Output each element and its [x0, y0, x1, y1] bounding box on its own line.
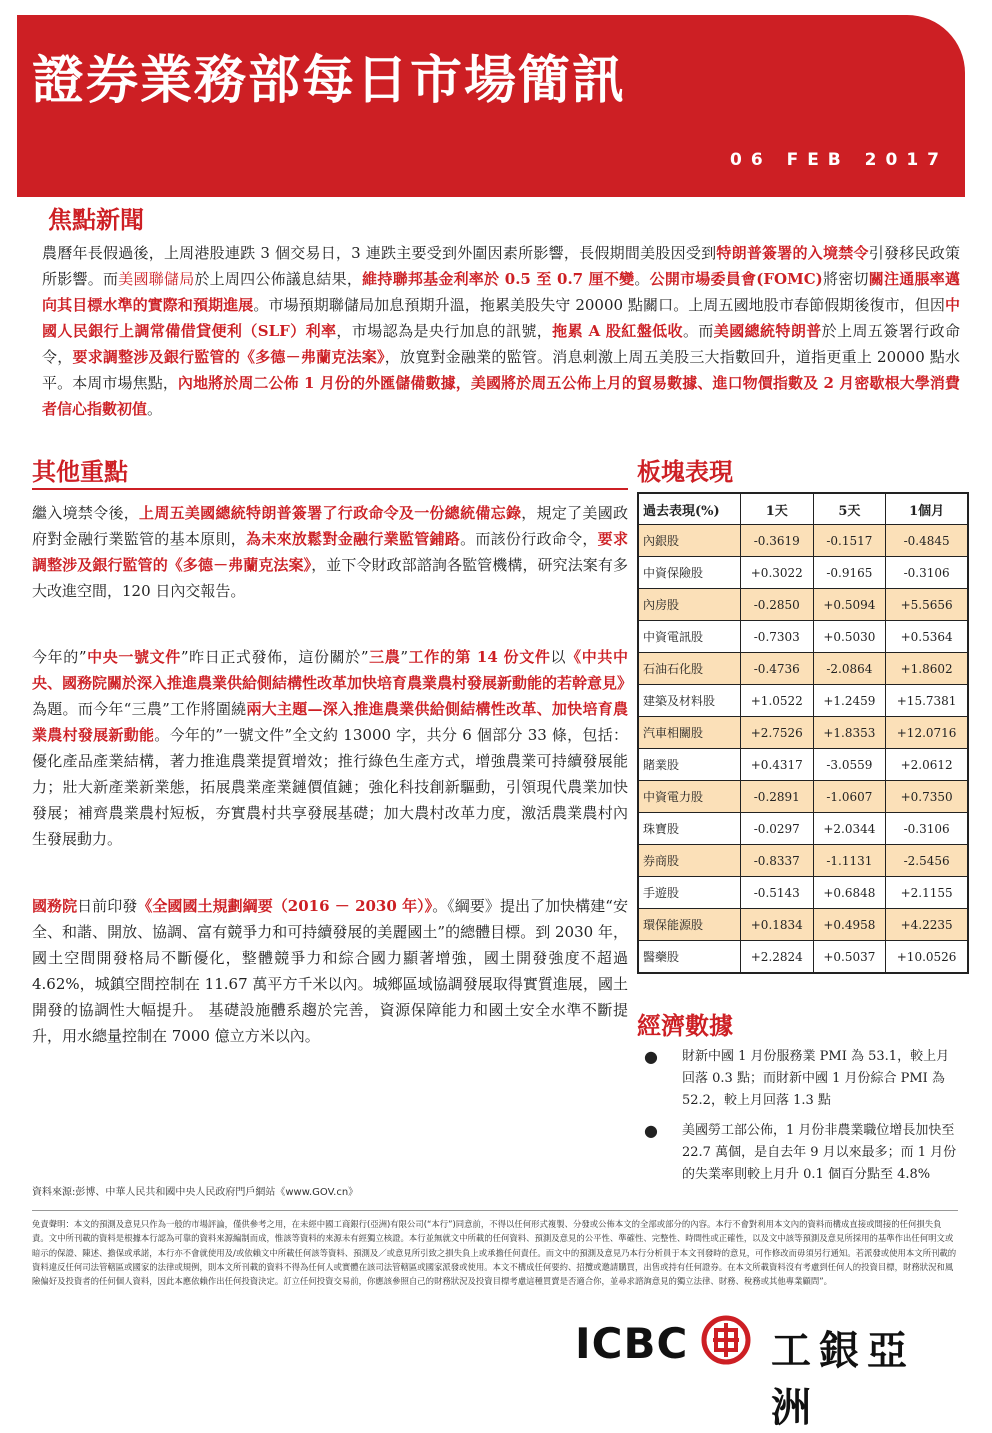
body-text: 繼入境禁令後， — [32, 504, 140, 522]
body-text: 。 — [634, 270, 650, 288]
change-1d-cell: +0.1834 — [740, 909, 813, 941]
change-1m-cell: -0.4845 — [886, 525, 968, 557]
bullet-icon: ● — [644, 1121, 658, 1140]
highlight-text: 國務院 — [32, 897, 78, 915]
sector-name-cell: 中資電訊股 — [638, 621, 740, 653]
others-paragraph-1 — [32, 500, 628, 604]
highlight-text: 上周五美國總統特朗普簽署了行政命令及一份總統備忘錄 — [139, 504, 522, 522]
highlight-text: 中央一號文件 — [86, 648, 181, 666]
column-header: 1天 — [740, 493, 813, 525]
sectors-heading: 板塊表現 — [637, 458, 733, 486]
body-text: 。 — [147, 400, 163, 418]
body-text: 。而 — [682, 322, 714, 340]
change-5d-cell: -2.0864 — [813, 653, 886, 685]
table-row — [638, 685, 968, 717]
body-text: 以 — [550, 648, 567, 666]
body-text: 將密切 — [822, 270, 869, 288]
bullet-icon: ● — [644, 1047, 658, 1066]
sector-name-cell: 中資電力股 — [638, 781, 740, 813]
highlight-text: 要求調整涉及銀行監管的《多德－弗蘭克法案》 — [32, 530, 628, 574]
others-heading: 其他重點 — [32, 458, 128, 486]
change-1m-cell: +0.7350 — [886, 781, 968, 813]
body-text: 。市場預期聯儲局加息預期升溫，拖累美股失守 20000 點關口。上周五國地股市春節假期後復市，但因 — [253, 296, 945, 314]
column-header: 過去表現(%) — [638, 493, 740, 525]
change-1m-cell: +5.5656 — [886, 589, 968, 621]
icbc-logo — [575, 1315, 960, 1431]
change-5d-cell: +1.8353 — [813, 717, 886, 749]
highlight-text: 公開市場委員會(FOMC) — [649, 270, 823, 288]
body-text: 於上周四公佈議息結果， — [194, 270, 363, 288]
change-1m-cell: -2.5456 — [886, 845, 968, 877]
change-5d-cell: -3.0559 — [813, 749, 886, 781]
highlight-text: 要求調整涉及銀行監管的《多德－弗蘭克法案》 — [72, 348, 385, 366]
change-1d-cell: +0.3022 — [740, 557, 813, 589]
table-row — [638, 557, 968, 589]
list-item — [640, 1046, 958, 1112]
highlight-text: 拖累 A 股紅盤低收 — [552, 322, 683, 340]
highlight-text: 特朗普簽署的入境禁令 — [716, 244, 869, 262]
others-paragraph-3 — [32, 893, 628, 1049]
highlight-text: 兩大主題—深入推進農業供給側結構性改革、加快培育農業農村發展新動能 — [32, 700, 628, 744]
table-row — [638, 845, 968, 877]
highlight-text: 工作的第 14 份文件 — [408, 648, 551, 666]
page-title: 證券業務部每日市場簡訊 — [32, 51, 627, 111]
change-1m-cell: -0.3106 — [886, 557, 968, 589]
table-row — [638, 589, 968, 621]
body-text: 。而該份行政命令， — [460, 530, 598, 548]
sector-name-cell: 石油石化股 — [638, 653, 740, 685]
table-row — [638, 941, 968, 974]
others-divider — [32, 488, 628, 490]
change-1d-cell: -0.3619 — [740, 525, 813, 557]
change-1m-cell: +12.0716 — [886, 717, 968, 749]
change-5d-cell: +2.0344 — [813, 813, 886, 845]
change-5d-cell: -0.9165 — [813, 557, 886, 589]
icbc-seal-icon — [701, 1315, 751, 1365]
footer-divider — [32, 1210, 958, 1211]
body-text: 為題。而今年“三農”工作將圍繞 — [32, 700, 247, 718]
highlight-text: 美國聯儲局 — [118, 270, 195, 288]
table-row — [638, 653, 968, 685]
change-1d-cell: -0.7303 — [740, 621, 813, 653]
change-5d-cell: +0.5037 — [813, 941, 886, 974]
list-item — [640, 1120, 958, 1186]
change-1d-cell: +0.4317 — [740, 749, 813, 781]
highlight-text: 維持聯邦基金利率於 0.5 至 0.7 厘不變 — [362, 270, 635, 288]
change-1d-cell: +1.0522 — [740, 685, 813, 717]
sector-name-cell: 汽車相關股 — [638, 717, 740, 749]
highlight-text: 為未來放鬆對金融行業監管鋪路 — [246, 530, 461, 548]
highlight-text: 內地將於周二公佈 1 月份的外匯儲備數據，美國將於周五公佈上月的貿易數據、進口物價指數及 2 月密歇根大學消費者信心指數初值 — [42, 374, 960, 418]
change-1d-cell: +2.7526 — [740, 717, 813, 749]
change-5d-cell: -0.1517 — [813, 525, 886, 557]
change-1m-cell: +10.0526 — [886, 941, 968, 974]
change-1m-cell: +4.2235 — [886, 909, 968, 941]
body-text: ，規定了美國政府對金融行業監管的基本原則， — [32, 504, 628, 548]
disclaimer: 免責聲明：本文的預測及意見只作為一般的市場評論，僅供參考之用，在未經中國工商銀行(亞洲)有限公司(“本行”)同意前，不得以任何形式複製、分發或公佈本文的全部或部分的內容。本行不會對利用本文內的資料而構成直接或間接的任何損失負責。文中所刊載的資料是根據本行認為可靠的資料來源編制而成，惟該等資料的來源未有經獨立核證。本行並無就文中所載的任何資料、預測及意見的公平性、準確性、完整性、時間性或正確性，以及文中該等預測及意見所採用的基準作出任何明文或暗示的保證、陳述、擔保或承諾，本行亦不會就使用及/或依賴文中所載任何該等資料、預測及／或意見所引致之損失負上或承擔任何責任。而文中的預測及意見乃本行分析員于本文刊發時的意見，可作修改而毋須另行通知。若派發或使用本文所刊載的資料違反任何司法管轄區或國家的法律或規例，則本文所刊載的資料不得為任何人或實體在該司法管轄區或國家派發或使用。本文不構成任何要約、招攬或邀請購買，出售或持有任何證券。在本文所載資料沒有考慮到任何人的投資目標，財務狀況和風險偏好及投資者的任何個人資料，因此本應依賴作出任何投資決定。訂立任何投資交易前，你應該參照自己的財務狀況及投資目標考慮這種買賣是否適合你，並尋求諮詢意見的獨立法律、財務、稅務或其他專業顧問”。 — [32, 1219, 957, 1287]
sector-name-cell: 內房股 — [638, 589, 740, 621]
change-5d-cell: +1.2459 — [813, 685, 886, 717]
table-row — [638, 717, 968, 749]
logo-text-cn: 工銀亞洲 — [771, 1328, 915, 1431]
change-5d-cell: +0.5030 — [813, 621, 886, 653]
body-text: ，放寬對金融業的監管。消息刺激上周五美股三大指數回升，道指更重上 20000 點水平。本周市場焦點， — [42, 348, 960, 392]
others-paragraph-2 — [32, 644, 633, 852]
table-header-row — [638, 493, 968, 525]
change-1m-cell: +0.5364 — [886, 621, 968, 653]
source-note: 資料來源:彭博、中華人民共和國中央人民政府門戶網站《www.GOV.cn》 — [32, 1187, 359, 1198]
body-text: ，並下令財政部諮詢各監管機構，研究法案有多大改進空間，120 日內交報告。 — [32, 556, 628, 600]
highlight-text: 關注通脹率邁向其目標水準的實際和預期進展 — [42, 270, 960, 314]
sector-name-cell: 賭業股 — [638, 749, 740, 781]
body-text: 於上周五簽署行政命令， — [42, 322, 960, 366]
table-row — [638, 909, 968, 941]
change-1d-cell: -0.5143 — [740, 877, 813, 909]
table-row — [638, 877, 968, 909]
change-1d-cell: +2.2824 — [740, 941, 813, 974]
highlight-text: 《中共中央、國務院關於深入推進農業供給側結構性改革加快培育農業農村發展新動能的若幹意見》 — [32, 648, 633, 692]
change-1m-cell: -0.3106 — [886, 813, 968, 845]
sector-name-cell: 醫藥股 — [638, 941, 740, 974]
change-1d-cell: -0.0297 — [740, 813, 813, 845]
economic-heading: 經濟數據 — [637, 1012, 733, 1040]
highlight-text: 美國總統特朗普 — [713, 322, 822, 340]
economic-item-text: 美國勞工部公佈，1 月份非農業職位增長加快至 22.7 萬個，是自去年 9 月以來最多；而 1 月份的失業率則較上月升 0.1 個百分點至 4.8% — [682, 1123, 957, 1182]
sector-name-cell: 珠寶股 — [638, 813, 740, 845]
report-date: 06 FEB 2017 — [730, 150, 948, 170]
change-5d-cell: +0.6848 — [813, 877, 886, 909]
change-1m-cell: +15.7381 — [886, 685, 968, 717]
focus-heading: 焦點新聞 — [48, 206, 144, 234]
sector-name-cell: 內銀股 — [638, 525, 740, 557]
sector-name-cell: 環保能源股 — [638, 909, 740, 941]
change-1m-cell: +1.8602 — [886, 653, 968, 685]
column-header: 5天 — [813, 493, 886, 525]
body-text: 今年的” — [32, 648, 87, 666]
change-5d-cell: -1.0607 — [813, 781, 886, 813]
table-row — [638, 749, 968, 781]
change-1m-cell: +2.1155 — [886, 877, 968, 909]
economic-item-text: 財新中國 1 月份服務業 PMI 為 53.1，較上月回落 0.3 點；而財新中國 1 月份綜合 PMI 為 52.2，較上月回落 1.3 點 — [682, 1049, 950, 1108]
economic-data-list — [640, 1046, 958, 1194]
body-text: 農曆年長假過後，上周港股連跌 3 個交易日，3 連跌主要受到外圍因素所影響，長假期間美股因受到 — [42, 244, 717, 262]
sector-name-cell: 中資保險股 — [638, 557, 740, 589]
body-text: 。《綱要》提出了加快構建“安全、和諧、開放、協調、富有競爭力和可持續發展的美麗國土”的總體目標。到 2030 年，國土空間開發格局不斷優化，整體競爭力和綜合國力顯著增強，國土開發強度不超過 4.62%，城鎮空間控制在 11.67 萬平方千米以內。城鄉區域協調發展取得實質進展，國土開發的協調性大幅提升。 基礎設施體系趨於完善，資源保障能力和國土安全水準不斷提升，用水總量控制在 7000 億立方米以內。 — [32, 897, 628, 1045]
change-1d-cell: -0.4736 — [740, 653, 813, 685]
change-5d-cell: +0.5094 — [813, 589, 886, 621]
logo-text-en: ICBC — [575, 1319, 689, 1368]
body-text: 引發移民政策所影響。而 — [42, 244, 960, 288]
table-row — [638, 781, 968, 813]
change-1d-cell: -0.2850 — [740, 589, 813, 621]
body-text: ，市場認為是央行加息的訊號， — [336, 322, 553, 340]
change-5d-cell: -1.1131 — [813, 845, 886, 877]
change-5d-cell: +0.4958 — [813, 909, 886, 941]
body-text: 日前印發 — [77, 897, 138, 915]
change-1d-cell: -0.8337 — [740, 845, 813, 877]
sector-name-cell: 建築及材料股 — [638, 685, 740, 717]
change-1m-cell: +2.0612 — [886, 749, 968, 781]
change-1d-cell: -0.2891 — [740, 781, 813, 813]
sector-name-cell: 券商股 — [638, 845, 740, 877]
highlight-text: 《全國國土規劃綱要（2016 － 2030 年）》 — [137, 897, 433, 915]
table-row — [638, 525, 968, 557]
sector-performance-table — [637, 492, 969, 974]
table-row — [638, 813, 968, 845]
sector-name-cell: 手遊股 — [638, 877, 740, 909]
column-header: 1個月 — [886, 493, 968, 525]
highlight-text: 中國人民銀行上調常備借貸便利（SLF）利率 — [42, 296, 960, 340]
body-text: ”昨日正式發佈，這份關於” — [180, 648, 369, 666]
table-row — [638, 621, 968, 653]
body-text: ” — [400, 648, 409, 666]
focus-news-body — [42, 240, 960, 422]
highlight-text: 三農 — [368, 648, 401, 666]
body-text: 。今年的”一號文件”全文約 13000 字，共分 6 個部分 33 條，包括：優化產品產業結構，著力推進農業提質增效；推行綠色生產方式，增強農業可持續發展能力；壯大新產業新業態，拓展農業產業鏈價值鏈；強化科技創新驅動，引領現代農業加快發展；補齊農業農村短板，夯實農村共享發展基礎；加大農村改革力度，激活農業農村內生發展動力。 — [32, 726, 628, 848]
